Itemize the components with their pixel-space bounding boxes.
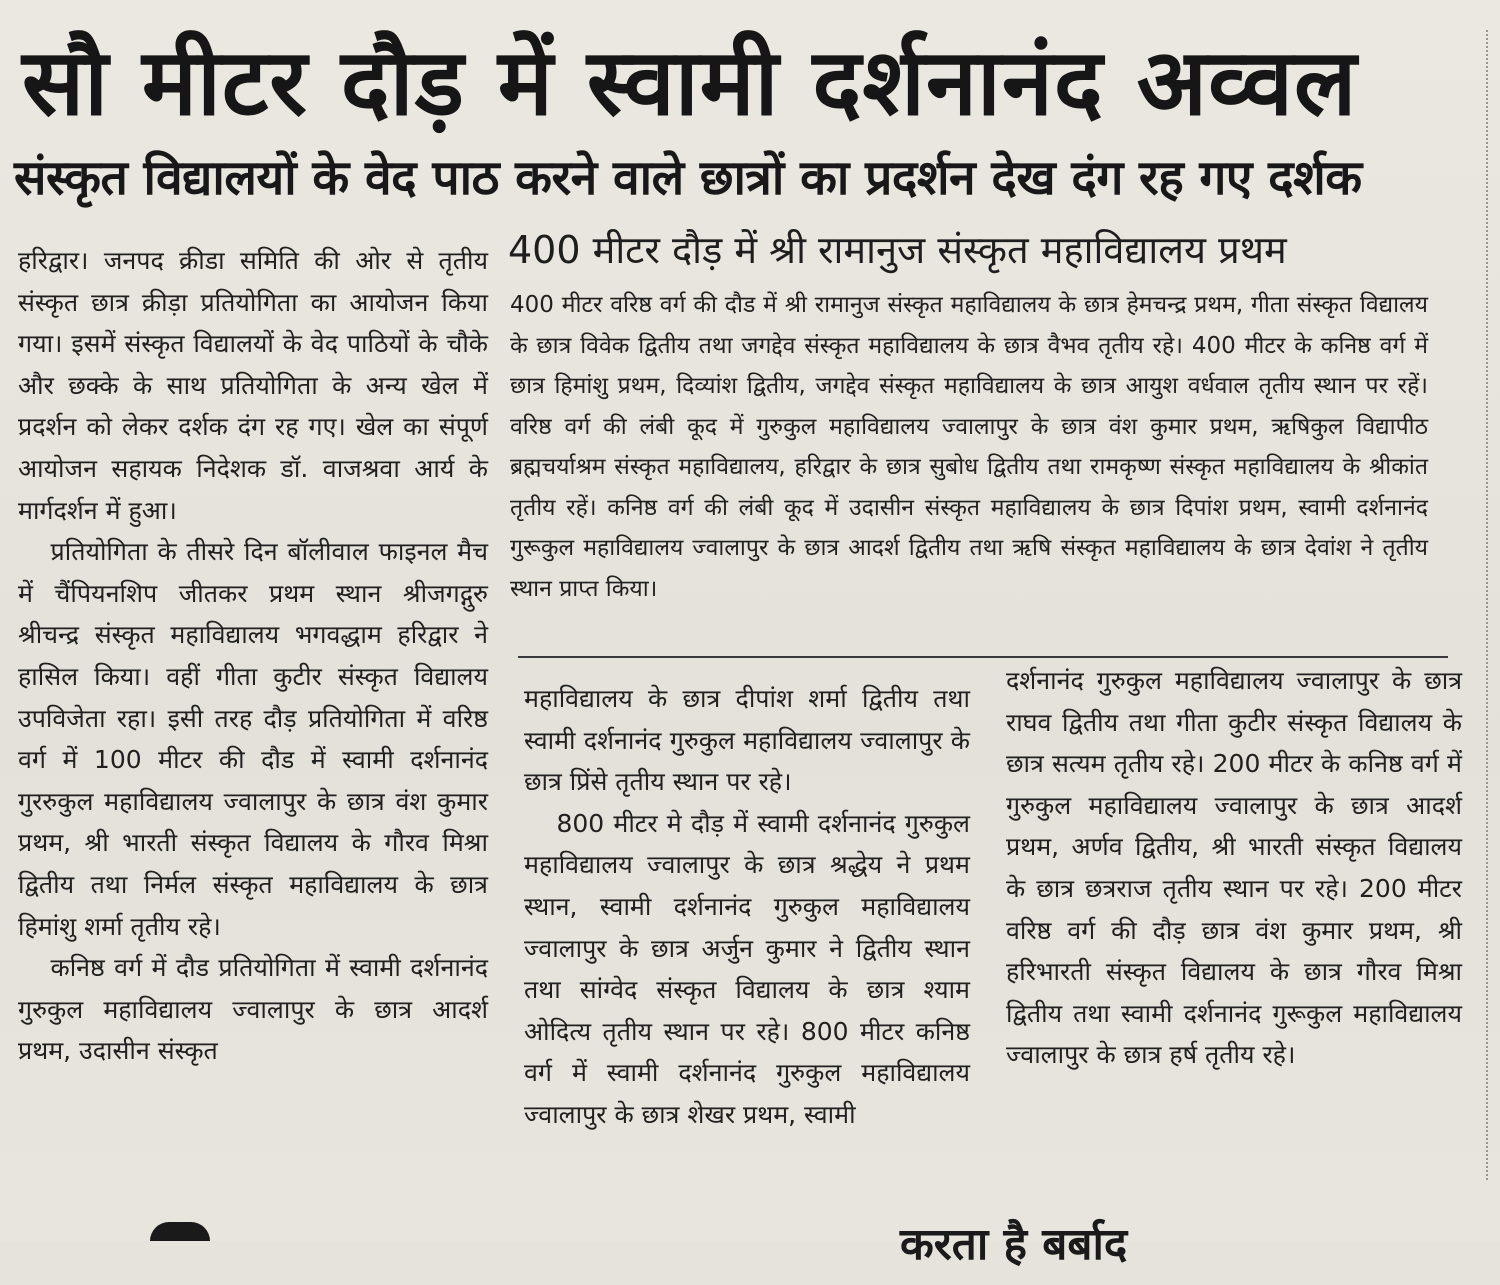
box-divider [518,656,1448,658]
left-paragraph-1: हरिद्वार। जनपद क्रीडा समिति की ओर से तृतीय संस्कृत छात्र क्रीड़ा प्रतियोगिता का आयोजन किया गया। इसमें संस्कृत विद्यालयों के वेद पाठियों के चौके और छक्के के साथ प्रतियोगिता के अन्य खेल में प्रदर्शन को लेकर दर्शक दंग रह गए। खेल का संपूर्ण आयोजन सहायक निदेशक डॉ. वाजश्रवा आर्य के मार्गदर्शन में हुआ। [18,246,488,525]
middle-column [524,678,970,1136]
middle-paragraph-1: महाविद्यालय के छात्र दीपांश शर्मा द्वितीय तथा स्वामी दर्शनानंद गुरुकुल महाविद्यालय ज्वालापुर के छात्र प्रिंसे तृतीय स्थान पर रहे। [524,684,970,797]
left-column [18,240,488,1072]
headline: सौ मीटर दौड़ में स्वामी दर्शनानंद अव्वल [22,29,1358,136]
box-paragraph: 400 मीटर वरिष्ठ वर्ग की दौड में श्री रामानुज संस्कृत महाविद्यालय के छात्र हेमचन्द्र प्रथम, गीता संस्कृत विद्यालय के छात्र विवेक द्वितीय तथा जगद्देव संस्कृत महाविद्यालय के छात्र वैभव तृतीय रहे। 400 मीटर के कनिष्ठ वर्ग में छात्र हिमांशु प्रथम, दिव्यांश द्वितीय, जगद्देव संस्कृत महाविद्यालय के छात्र आयुश वर्धवाल तृतीय स्थान पर रहें। वरिष्ठ वर्ग की लंबी कूद में गुरुकुल महाविद्यालय ज्वालापुर के छात्र वंश कुमार प्रथम, ऋषिकुल विद्यापीठ ब्रह्मचर्याश्रम संस्कृत महाविद्यालय, हरिद्वार के छात्र सुबोध द्वितीय तथा रामकृष्ण संस्कृत महाविद्यालय के श्रीकांत तृतीय रहें। कनिष्ठ वर्ग की लंबी कूद में उदासीन संस्कृत महाविद्यालय के छात्र दिपांश प्रथम, स्वामी दर्शनानंद गुरूकुल महाविद्यालय ज्वालापुर के छात्र आदर्श द्वितीय तथा ऋषि संस्कृत महाविद्यालय के छात्र देवांश ने तृतीय स्थान प्राप्त किया। [510,292,1428,602]
subheadline: संस्कृत विद्यालयों के वेद पाठ करने वाले छात्रों का प्रदर्शन देख दंग रह गए दर्शक [14,150,1362,206]
page-edge-rule [1486,30,1489,1180]
next-headline-fragment: करता है बर्बाद [900,1219,1128,1270]
next-article-fragment-shape [150,1222,210,1241]
left-paragraph-3: कनिष्ठ वर्ग में दौड प्रतियोगिता में स्वामी दर्शनानंद गुरुकुल महाविद्यालय ज्वालापुर के छात्र आदर्श प्रथम, उदासीन संस्कृत [18,953,488,1066]
box-text [510,285,1428,609]
right-paragraph-1: दर्शनानंद गुरुकुल महाविद्यालय ज्वालापुर के छात्र राघव द्वितीय तथा गीता कुटीर संस्कृत विद्यालय के छात्र सत्यम तृतीय रहे। 200 मीटर के कनिष्ठ वर्ग में गुरुकुल महाविद्यालय ज्वालापुर के छात्र आदर्श प्रथम, अर्णव द्वितीय, श्री भारती संस्कृत विद्यालय के छात्र छत्रराज तृतीय स्थान पर रहे। 200 मीटर वरिष्ठ वर्ग की दौड़ छात्र वंश कुमार प्रथम, श्री हरिभारती संस्कृत विद्यालय के छात्र गौरव मिश्रा द्वितीय तथा स्वामी दर्शनानंद गुरूकुल महाविद्यालय ज्वालापुर के छात्र हर्ष तृतीय रहे। [1006,666,1462,1070]
left-paragraph-2: प्रतियोगिता के तीसरे दिन बॉलीवाल फाइनल मैच में चैंपियनशिप जीतकर प्रथम स्थान श्रीजगद्गुरु श्रीचन्द्र संस्कृत महाविद्यालय भगवद्धाम हरिद्वार ने हासिल किया। वहीं गीता कुटीर संस्कृत विद्यालय उपविजेता रहा। इसी तरह दौड़ प्रतियोगिता में वरिष्ठ वर्ग में 100 मीटर की दौड में स्वामी दर्शनानंद गुररुकुल महाविद्यालय ज्वालापुर के छात्र वंश कुमार प्रथम, श्री भारती संस्कृत विद्यालय के गौरव मिश्रा द्वितीय तथा निर्मल संस्कृत महाविद्यालय के छात्र हिमांशु शर्मा तृतीय रहे। [18,537,488,941]
right-column [1006,660,1462,1076]
box-title: 400 मीटर दौड़ में श्री रामानुज संस्कृत महाविद्यालय प्रथम [508,228,1287,272]
middle-paragraph-2: 800 मीटर मे दौड़ में स्वामी दर्शनानंद गुरुकुल महाविद्यालय ज्वालापुर के छात्र श्रद्धेय ने प्रथम स्थान, स्वामी दर्शनानंद गुरुकुल महाविद्यालय ज्वालापुर के छात्र अर्जुन कुमार ने द्वितीय स्थान तथा सांग्वेद संस्कृत विद्यालय के छात्र श्याम ओदित्य तृतीय स्थान पर रहे। 800 मीटर कनिष्ठ वर्ग में स्वामी दर्शनानंद गुरुकुल महाविद्यालय ज्वालापुर के छात्र शेखर प्रथम, स्वामी [524,808,970,1129]
